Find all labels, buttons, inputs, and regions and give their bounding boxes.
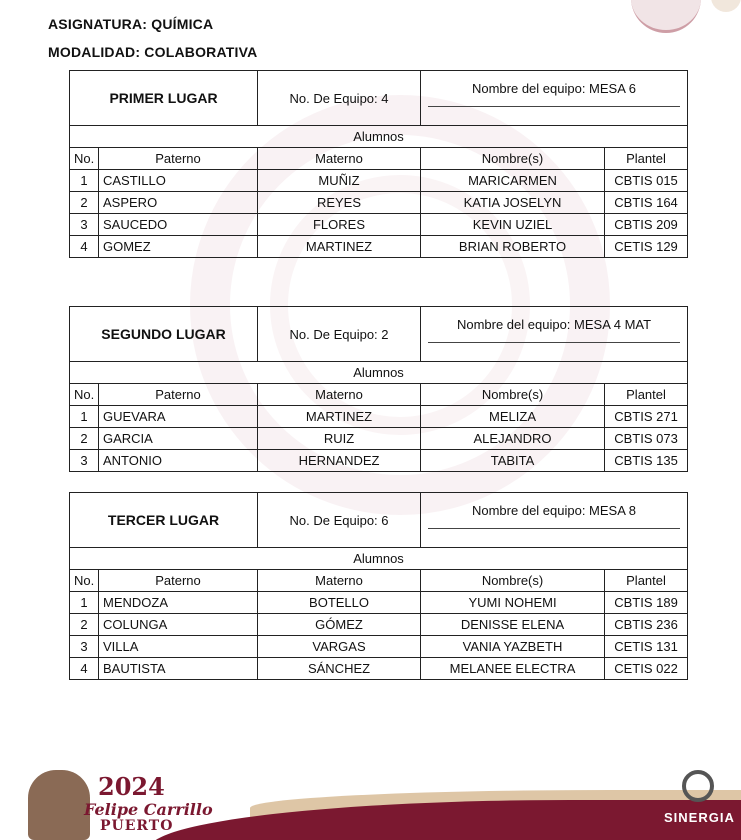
cell-no: 4 [70, 658, 99, 680]
cell-paterno: GOMEZ [99, 236, 258, 258]
team-name-underline [428, 106, 680, 107]
team-name: Nombre del equipo: MESA 6 [471, 81, 637, 96]
cell-materno: FLORES [258, 214, 421, 236]
footer-name: Felipe Carrillo [84, 800, 213, 819]
cell-plantel: CBTIS 236 [605, 614, 688, 636]
col-no: No. [70, 570, 99, 592]
column-header-row [70, 148, 688, 170]
cell-materno: MARTINEZ [258, 406, 421, 428]
cell-materno: GÓMEZ [258, 614, 421, 636]
cell-plantel: CBTIS 015 [605, 170, 688, 192]
col-nombres: Nombre(s) [421, 384, 605, 406]
corner-seal-logo-secondary [711, 0, 741, 12]
col-plantel: Plantel [605, 570, 688, 592]
cell-no: 4 [70, 236, 99, 258]
cell-nombres: YUMI NOHEMI [421, 592, 605, 614]
cell-materno: MUÑIZ [258, 170, 421, 192]
table-row [70, 406, 688, 428]
cell-plantel: CBTIS 135 [605, 450, 688, 472]
cell-plantel: CBTIS 209 [605, 214, 688, 236]
mode-line: MODALIDAD: COLABORATIVA [48, 44, 258, 60]
cell-plantel: CETIS 131 [605, 636, 688, 658]
table-row [70, 170, 688, 192]
team-name-cell [421, 307, 688, 362]
cell-nombres: TABITA [421, 450, 605, 472]
cell-paterno: VILLA [99, 636, 258, 658]
cell-nombres: MELIZA [421, 406, 605, 428]
corner-seal-logo [631, 0, 701, 33]
first-place-table [69, 70, 688, 258]
cell-nombres: DENISSE ELENA [421, 614, 605, 636]
col-paterno: Paterno [99, 570, 258, 592]
place-title: PRIMER LUGAR [70, 71, 258, 126]
col-no: No. [70, 148, 99, 170]
cell-paterno: GUEVARA [99, 406, 258, 428]
col-plantel: Plantel [605, 384, 688, 406]
cell-paterno: BAUTISTA [99, 658, 258, 680]
cell-no: 1 [70, 170, 99, 192]
footer-surname: PUERTO [100, 818, 174, 834]
cell-paterno: COLUNGA [99, 614, 258, 636]
cell-nombres: KEVIN UZIEL [421, 214, 605, 236]
cell-plantel: CBTIS 073 [605, 428, 688, 450]
cell-plantel: CETIS 022 [605, 658, 688, 680]
cell-paterno: MENDOZA [99, 592, 258, 614]
cell-plantel: CBTIS 189 [605, 592, 688, 614]
col-no: No. [70, 384, 99, 406]
cell-nombres: MELANEE ELECTRA [421, 658, 605, 680]
table-row [70, 450, 688, 472]
cell-materno: BOTELLO [258, 592, 421, 614]
section-label: Alumnos [70, 362, 688, 384]
cell-paterno: ANTONIO [99, 450, 258, 472]
cell-no: 3 [70, 214, 99, 236]
team-name: Nombre del equipo: MESA 4 MAT [456, 317, 652, 332]
team-number: No. De Equipo: 4 [258, 71, 421, 126]
cell-materno: VARGAS [258, 636, 421, 658]
col-materno: Materno [258, 384, 421, 406]
table-row [70, 236, 688, 258]
section-label: Alumnos [70, 126, 688, 148]
cell-paterno: CASTILLO [99, 170, 258, 192]
column-header-row [70, 384, 688, 406]
cell-no: 3 [70, 450, 99, 472]
cell-no: 3 [70, 636, 99, 658]
team-number: No. De Equipo: 6 [258, 493, 421, 548]
cell-paterno: SAUCEDO [99, 214, 258, 236]
place-title: SEGUNDO LUGAR [70, 307, 258, 362]
team-name: Nombre del equipo: MESA 8 [471, 503, 637, 518]
cell-no: 2 [70, 428, 99, 450]
footer-wave [150, 800, 741, 840]
place-title: TERCER LUGAR [70, 493, 258, 548]
sinergia-logo-icon [682, 770, 714, 802]
cell-materno: RUIZ [258, 428, 421, 450]
col-paterno: Paterno [99, 384, 258, 406]
team-name-cell [421, 493, 688, 548]
cell-no: 1 [70, 592, 99, 614]
table-row [70, 614, 688, 636]
third-place-table [69, 492, 688, 680]
team-name-underline [428, 342, 680, 343]
cell-no: 2 [70, 192, 99, 214]
cell-nombres: KATIA JOSELYN [421, 192, 605, 214]
table-row [70, 658, 688, 680]
cell-nombres: ALEJANDRO [421, 428, 605, 450]
cell-materno: SÁNCHEZ [258, 658, 421, 680]
table-row [70, 592, 688, 614]
cell-nombres: BRIAN ROBERTO [421, 236, 605, 258]
table-row [70, 428, 688, 450]
second-place-table [69, 306, 688, 472]
cell-plantel: CETIS 129 [605, 236, 688, 258]
team-name-underline [428, 528, 680, 529]
col-materno: Materno [258, 570, 421, 592]
cell-paterno: GARCIA [99, 428, 258, 450]
cell-nombres: VANIA YAZBETH [421, 636, 605, 658]
col-nombres: Nombre(s) [421, 570, 605, 592]
cell-paterno: ASPERO [99, 192, 258, 214]
portrait-image [28, 770, 90, 840]
team-name-cell [421, 71, 688, 126]
sinergia-brand: SINERGIA [664, 810, 735, 825]
cell-materno: HERNANDEZ [258, 450, 421, 472]
subject-line: ASIGNATURA: QUÍMICA [48, 16, 214, 32]
cell-nombres: MARICARMEN [421, 170, 605, 192]
column-header-row [70, 570, 688, 592]
cell-no: 1 [70, 406, 99, 428]
table-row [70, 192, 688, 214]
col-paterno: Paterno [99, 148, 258, 170]
table-row [70, 636, 688, 658]
col-nombres: Nombre(s) [421, 148, 605, 170]
col-plantel: Plantel [605, 148, 688, 170]
table-row [70, 214, 688, 236]
page-footer [0, 760, 741, 840]
cell-plantel: CBTIS 164 [605, 192, 688, 214]
col-materno: Materno [258, 148, 421, 170]
cell-plantel: CBTIS 271 [605, 406, 688, 428]
cell-materno: REYES [258, 192, 421, 214]
section-label: Alumnos [70, 548, 688, 570]
cell-materno: MARTINEZ [258, 236, 421, 258]
team-number: No. De Equipo: 2 [258, 307, 421, 362]
cell-no: 2 [70, 614, 99, 636]
footer-year: 2024 [98, 772, 165, 801]
